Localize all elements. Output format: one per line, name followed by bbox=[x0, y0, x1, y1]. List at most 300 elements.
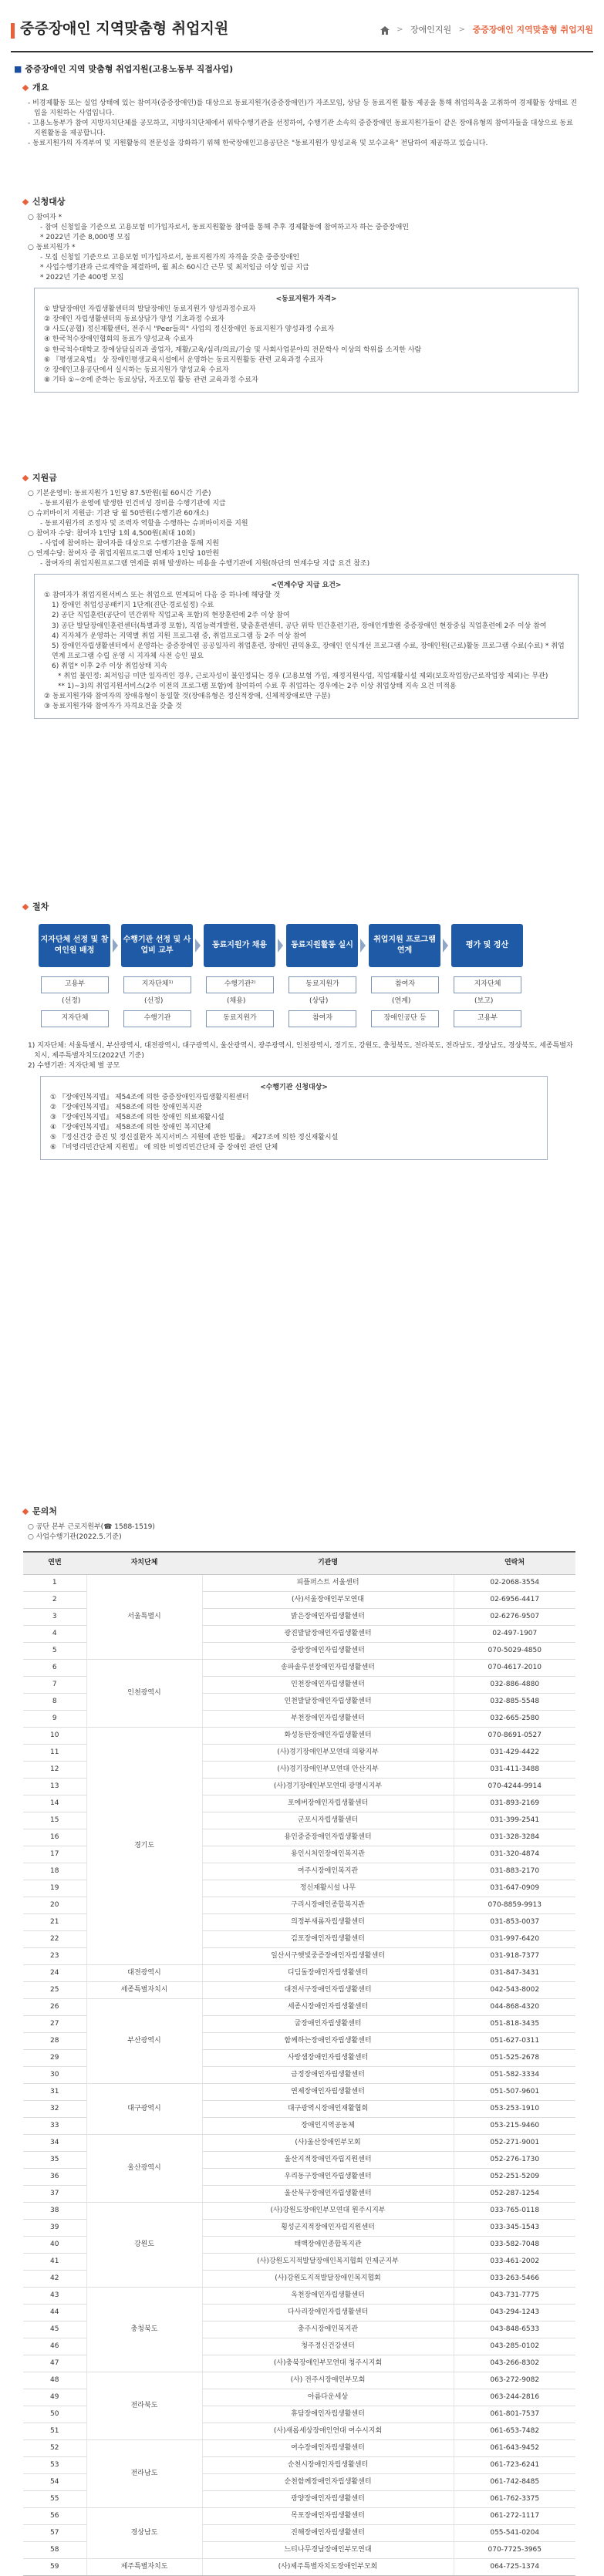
requirement-box bbox=[34, 574, 579, 719]
table-row bbox=[23, 2135, 575, 2152]
row-number: 8 bbox=[23, 1694, 86, 1711]
row-number: 32 bbox=[23, 2101, 86, 2118]
requirement-item: 2) 공단 직업훈련(공단이 민간위탁 직업교육 포함)의 현장훈련에 2주 이상 참여 bbox=[52, 612, 290, 620]
phone-number: 02-497-1907 bbox=[454, 1626, 575, 1643]
qualification-item: ⑥ 『평생교육법』 상 장애인평생교육시설에서 운영하는 동료지원활동 관련 교육과정 수료자 bbox=[44, 356, 323, 364]
row-number: 34 bbox=[23, 2135, 86, 2152]
qualification-item: ④ 한국척수장애인협회의 동료가 양성교육 수료자 bbox=[44, 335, 194, 344]
requirement-item: ** 1)~3)의 취업지원서비스(2주 이전의 프로그램 포함)에 참여하여 수료 후 취업하는 경우에는 2주 이상 취업상태 지속 요건 미적용 bbox=[58, 682, 457, 690]
phone-number: 02-2068-3554 bbox=[454, 1575, 575, 1592]
program-title bbox=[14, 63, 233, 76]
qualification-item: ⑤ 한국척수대학교 장애상담심리과 졸업자, 재활/교육/심리/의료/기술 및 사회사업분야의 전문학사 이상의 학위를 소지한 사람 bbox=[44, 346, 422, 354]
support-line: ○ 참여자 수당: 참여자 1인당 1회 4,500원(최대 10회) bbox=[28, 530, 196, 538]
phone-number: 070-8691-0527 bbox=[454, 1728, 575, 1745]
participant-label: ○ 참여자 * bbox=[28, 213, 62, 221]
flow-node: 동료지원가 bbox=[289, 976, 356, 993]
org-name: 대구광역시장애인재활협회 bbox=[202, 2101, 454, 2118]
org-name: 피플퍼스트 서울센터 bbox=[202, 1575, 454, 1592]
section-eligibility bbox=[23, 196, 579, 397]
org-name: (사)경기장애인부모연대 의왕지부 bbox=[202, 1745, 454, 1762]
phone-number: 033-765-0118 bbox=[454, 2203, 575, 2220]
org-name: (사)충북장애인부모연대 청주시지회 bbox=[202, 2355, 454, 2372]
phone-number: 052-276-1730 bbox=[454, 2152, 575, 2169]
contacts-table bbox=[23, 1551, 575, 2576]
support-line: - 동료지원가 운영에 발생한 인건비성 경비를 수행기관에 지급 bbox=[40, 499, 226, 507]
row-number: 19 bbox=[23, 1880, 86, 1897]
requirement-item: ② 동료지원가와 참여자의 장애유형이 동일할 것(장애유형은 정신적장애, 신체적장애로만 구분) bbox=[44, 692, 331, 700]
phone-number: 063-272-9082 bbox=[454, 2372, 575, 2389]
row-number: 17 bbox=[23, 1846, 86, 1863]
org-name: 화성동탄장애인자립생활센터 bbox=[202, 1728, 454, 1745]
row-number: 11 bbox=[23, 1745, 86, 1762]
row-number: 20 bbox=[23, 1897, 86, 1914]
table-row bbox=[23, 1728, 575, 1745]
row-number: 53 bbox=[23, 2457, 86, 2474]
org-name: 디딤돌장애인자립생활센터 bbox=[202, 1965, 454, 1982]
column-header: 연번 bbox=[23, 1552, 86, 1575]
applicant-item: ④ 『장애인복지법』 제58조에 의한 장애인 복지단체 bbox=[50, 1124, 211, 1132]
chevron-right-icon: > bbox=[458, 25, 466, 34]
flow-node: 고용부 bbox=[41, 976, 109, 993]
requirement-item: 4) 지자체가 운영하는 지역별 취업 지원 프로그램 중, 취업프로그램 등 2주 이상 참여 bbox=[52, 632, 307, 640]
phone-number: 070-8859-9913 bbox=[454, 1897, 575, 1914]
phone-number: 061-762-3375 bbox=[454, 2491, 575, 2508]
org-name: 옥천장애인자립생활센터 bbox=[202, 2288, 454, 2305]
org-name: 금정장애인자립생활센터 bbox=[202, 2067, 454, 2084]
section-marker-icon bbox=[22, 475, 29, 481]
overview-line: - 동료지원가의 자격부여 및 지원활동의 전문성을 강화하기 위해 한국장애인고용공단은 "동료지원가 양성교육 및 보수교육" 전담하여 제공하고 있습니다. bbox=[28, 140, 488, 148]
org-name: 순천함께장애인자립생활센터 bbox=[202, 2474, 454, 2491]
row-number: 23 bbox=[23, 1948, 86, 1965]
page-title: 중증장애인 지역맞춤형 취업지원 bbox=[20, 20, 229, 37]
step-box: 지자단체 선정 및 참여인원 배정 bbox=[39, 924, 110, 967]
flow-label: (보고) bbox=[474, 997, 494, 1005]
flow-node: 수행기관 bbox=[123, 1010, 191, 1027]
org-name: 용인중증장애인자립생활센터 bbox=[202, 1829, 454, 1846]
row-number: 44 bbox=[23, 2305, 86, 2321]
flow-node: 참여자 bbox=[289, 1010, 356, 1027]
row-number: 47 bbox=[23, 2355, 86, 2372]
org-name: 구리시장애인종합복지관 bbox=[202, 1897, 454, 1914]
row-number: 49 bbox=[23, 2389, 86, 2406]
phone-number: 070-4617-2010 bbox=[454, 1660, 575, 1677]
section-heading: 절차 bbox=[23, 901, 579, 913]
requirement-item: ① 참여자가 취업지원서비스 또는 취업으로 연계되어 다음 중 하나에 해당할 것 bbox=[44, 592, 281, 600]
table-body bbox=[23, 1575, 575, 2576]
org-name: 충주시장애인복지관 bbox=[202, 2321, 454, 2338]
table-row bbox=[23, 1575, 575, 1592]
table-row bbox=[23, 1982, 575, 1999]
org-name: 세종시장애인자립생활센터 bbox=[202, 1999, 454, 2016]
phone-number: 031-893-2169 bbox=[454, 1795, 575, 1812]
row-number: 21 bbox=[23, 1914, 86, 1931]
org-name: (사)새롭세상장애인연대 여수시지회 bbox=[202, 2423, 454, 2440]
qualification-item: ② 장애인 자립생활센터의 동료상담가 양성 기초과정 수료자 bbox=[44, 315, 224, 324]
row-number: 38 bbox=[23, 2203, 86, 2220]
breadcrumb-current: 중증장애인 지역맞춤형 취업지원 bbox=[472, 25, 593, 35]
step-box: 수행기관 선정 및 사업비 교부 bbox=[121, 924, 193, 967]
flow-node: 고용부 bbox=[454, 1010, 521, 1027]
table-row bbox=[23, 2508, 575, 2525]
table-row bbox=[23, 1999, 575, 2016]
applicant-box bbox=[40, 1076, 548, 1160]
requirement-item: * 취업 불인정: 최저임금 미만 일자리인 경우, 근로자성이 불인정되는 경우 (고용보험 가입, 재정지원사업, 직업재활시설 제외(보호작업장/근로작업장 제외)는 무관) bbox=[58, 672, 548, 680]
support-line: ○ 연계수당: 참여자 중 취업지원프로그램 연계자 1인당 10만원 bbox=[28, 550, 220, 558]
org-name: 장애인지역공동체 bbox=[202, 2118, 454, 2135]
requirement-item: 1) 장애인 취업성공패키지 1단계(진단·경로설정) 수료 bbox=[52, 602, 214, 610]
section-marker-icon bbox=[22, 904, 29, 910]
org-name: (사)강원도지적발달장애인복지협회 bbox=[202, 2271, 454, 2288]
flow-label: (선정) bbox=[62, 997, 81, 1005]
box-title: <연계수당 지급 요건> bbox=[271, 582, 342, 590]
arrow-right-icon bbox=[360, 939, 366, 953]
phone-number: 051-818-3435 bbox=[454, 2016, 575, 2033]
phone-number: 055-541-0204 bbox=[454, 2525, 575, 2542]
title-divider bbox=[11, 51, 593, 52]
phone-number: 031-883-2170 bbox=[454, 1863, 575, 1880]
arrow-right-icon bbox=[443, 939, 448, 953]
section-procedure bbox=[23, 901, 579, 1240]
org-name: (사)제주특별자치도장애인부모회 bbox=[202, 2559, 454, 2576]
region-cell: 충청북도 bbox=[86, 2288, 202, 2372]
region-cell: 인천광역시 bbox=[86, 1660, 202, 1728]
phone-number: 032-665-2580 bbox=[454, 1711, 575, 1728]
org-name: 순천시장애인자립생활센터 bbox=[202, 2457, 454, 2474]
flow-label: (연계) bbox=[392, 997, 411, 1005]
row-number: 59 bbox=[23, 2559, 86, 2576]
org-name: 김포장애인자립생활센터 bbox=[202, 1931, 454, 1948]
row-number: 26 bbox=[23, 1999, 86, 2016]
row-number: 58 bbox=[23, 2542, 86, 2559]
region-cell: 부산광역시 bbox=[86, 1999, 202, 2084]
qualification-item: ⑧ 기타 ①~⑦에 준하는 동료상담, 자조모임 활동 관련 교육과정 수료자 bbox=[44, 376, 258, 384]
phone-number: 043-848-6533 bbox=[454, 2321, 575, 2338]
region-cell: 대전광역시 bbox=[86, 1965, 202, 1982]
row-number: 27 bbox=[23, 2016, 86, 2033]
phone-number: 053-253-1910 bbox=[454, 2101, 575, 2118]
phone-number: 031-997-6420 bbox=[454, 1931, 575, 1948]
chevron-right-icon: > bbox=[396, 25, 403, 34]
section-heading: 문의처 bbox=[23, 1505, 579, 1518]
region-cell: 서울특별시 bbox=[86, 1575, 202, 1660]
row-number: 33 bbox=[23, 2118, 86, 2135]
row-number: 35 bbox=[23, 2152, 86, 2169]
row-number: 16 bbox=[23, 1829, 86, 1846]
flow-node: 지자단체¹⁾ bbox=[123, 976, 191, 993]
org-name: 여수장애인자립생활센터 bbox=[202, 2440, 454, 2457]
phone-number: 061-653-7482 bbox=[454, 2423, 575, 2440]
phone-number: 02-6276-9507 bbox=[454, 1609, 575, 1626]
table-row bbox=[23, 1965, 575, 1982]
region-cell: 제주특별자치도 bbox=[86, 2559, 202, 2576]
phone-number: 031-328-3284 bbox=[454, 1829, 575, 1846]
phone-number: 051-582-3334 bbox=[454, 2067, 575, 2084]
org-name: (사)강원도지적발달장애인복지협회 인제군지부 bbox=[202, 2254, 454, 2271]
step-box: 동료지원활동 실시 bbox=[286, 924, 358, 967]
org-name: 정신재활시설 나무 bbox=[202, 1880, 454, 1897]
org-name: 사랑샘장애인자립생활센터 bbox=[202, 2050, 454, 2067]
phone-number: 051-525-2678 bbox=[454, 2050, 575, 2067]
support-line: - 사업에 참여하는 참여자를 대상으로 수행기관을 통해 지원 bbox=[40, 540, 219, 548]
row-number: 39 bbox=[23, 2220, 86, 2237]
phone-number: 031-918-7377 bbox=[454, 1948, 575, 1965]
phone-number: 043-294-1243 bbox=[454, 2305, 575, 2321]
row-number: 1 bbox=[23, 1575, 86, 1592]
region-cell: 전라북도 bbox=[86, 2372, 202, 2440]
org-name: (사)강원도장애인부모연대 원주시지부 bbox=[202, 2203, 454, 2220]
row-number: 50 bbox=[23, 2406, 86, 2423]
row-number: 52 bbox=[23, 2440, 86, 2457]
phone-number: 043-285-0102 bbox=[454, 2338, 575, 2355]
arrow-right-icon bbox=[195, 939, 201, 953]
phone-number: 032-886-4880 bbox=[454, 1677, 575, 1694]
org-name: 중랑장애인자립생활센터 bbox=[202, 1643, 454, 1660]
row-number: 31 bbox=[23, 2084, 86, 2101]
region-cell: 강원도 bbox=[86, 2203, 202, 2288]
org-name: 청주정신건강센터 bbox=[202, 2338, 454, 2355]
step-box: 취업지원 프로그램 연계 bbox=[369, 924, 440, 967]
section-marker-icon bbox=[22, 1509, 29, 1515]
section-contacts bbox=[23, 1505, 579, 1543]
region-cell: 세종특별자치시 bbox=[86, 1982, 202, 1999]
phone-number: 043-266-8302 bbox=[454, 2355, 575, 2372]
table-row bbox=[23, 2084, 575, 2101]
phone-number: 051-627-0311 bbox=[454, 2033, 575, 2050]
flow-label: (선정) bbox=[144, 997, 164, 1005]
phone-number: 033-345-1543 bbox=[454, 2220, 575, 2237]
phone-number: 061-643-9452 bbox=[454, 2440, 575, 2457]
table-row bbox=[23, 1660, 575, 1677]
box-title: <수행기관 신청대상> bbox=[260, 1084, 328, 1092]
phone-number: 033-461-2002 bbox=[454, 2254, 575, 2271]
org-name: 함께하는장애인자립생활센터 bbox=[202, 2033, 454, 2050]
phone-number: 061-742-8485 bbox=[454, 2474, 575, 2491]
org-name: (사)경기장애인부모연대 광명시지부 bbox=[202, 1779, 454, 1795]
section-heading: 지원금 bbox=[23, 472, 579, 484]
applicant-item: ① 『장애인복지법』 제54조에 의한 중증장애인자립생활지원센터 bbox=[50, 1094, 249, 1102]
org-name: 일산서구햇빛중증장애인자립생활센터 bbox=[202, 1948, 454, 1965]
table-row bbox=[23, 2440, 575, 2457]
breadcrumb bbox=[380, 24, 593, 36]
phone-number: 051-507-9601 bbox=[454, 2084, 575, 2101]
row-number: 22 bbox=[23, 1931, 86, 1948]
section-marker-icon bbox=[22, 85, 29, 91]
row-number: 12 bbox=[23, 1762, 86, 1779]
section-heading: 개요 bbox=[23, 82, 579, 94]
phone-number: 042-543-8002 bbox=[454, 1982, 575, 1999]
row-number: 6 bbox=[23, 1660, 86, 1677]
requirement-item: 6) 취업* 이후 2주 이상 취업상태 지속 bbox=[52, 662, 167, 670]
applicant-item: ③ 『장애인복지법』 제58조에 의한 장애인 의료재활시설 bbox=[50, 1114, 224, 1122]
section-heading: 신청대상 bbox=[23, 196, 579, 208]
qualification-item: ③ 사도(공협) 정신재활센터, 전주시 "Peer들의" 사업의 정신장애인 동료지원가 양성과정 수료자 bbox=[44, 325, 335, 334]
title-bar bbox=[0, 0, 604, 56]
phone-number: 070-7725-3965 bbox=[454, 2542, 575, 2559]
row-number: 15 bbox=[23, 1812, 86, 1829]
row-number: 10 bbox=[23, 1728, 86, 1745]
row-number: 18 bbox=[23, 1863, 86, 1880]
phone-number: 053-215-9460 bbox=[454, 2118, 575, 2135]
org-name: 울산지적장애인자립지원센터 bbox=[202, 2152, 454, 2169]
org-name: 다사리장애인자립생활센터 bbox=[202, 2305, 454, 2321]
phone-number: 070-4244-9914 bbox=[454, 1779, 575, 1795]
region-cell: 경상남도 bbox=[86, 2508, 202, 2559]
row-number: 2 bbox=[23, 1592, 86, 1609]
column-header: 연락처 bbox=[454, 1552, 575, 1575]
phone-number: 033-263-5466 bbox=[454, 2271, 575, 2288]
org-name: (사) 전주시장애인부모회 bbox=[202, 2372, 454, 2389]
row-number: 42 bbox=[23, 2271, 86, 2288]
table-row bbox=[23, 2288, 575, 2305]
org-name: 밝은장애인자립생활센터 bbox=[202, 1609, 454, 1626]
phone-number: 061-801-7537 bbox=[454, 2406, 575, 2423]
row-number: 45 bbox=[23, 2321, 86, 2338]
org-name: 우리동구장애인자립생활센터 bbox=[202, 2169, 454, 2186]
arrow-right-icon bbox=[113, 939, 118, 953]
overview-line: - 고용노동부가 참여 지방자치단체를 공모하고, 지방자치단체에서 위탁수행기관을 선정하여, 수행기관 소속의 중증장애인 동료지원가들이 같은 장애유형의 참여자들을 대상으로 동료지원활동을 제공합니다. bbox=[28, 120, 573, 138]
table-row bbox=[23, 2203, 575, 2220]
peer-label: ○ 동료지원가 * bbox=[28, 244, 76, 252]
org-name: (사)경기장애인부모연대 안산지부 bbox=[202, 1762, 454, 1779]
qualification-item: ⑦ 장애인고용공단에서 실시하는 동료지원가 양성교육 수료자 bbox=[44, 366, 229, 374]
region-cell: 울산광역시 bbox=[86, 2135, 202, 2203]
participant-line: * 2022년 기준 8,000명 모집 bbox=[40, 234, 130, 242]
org-name: 인천발달장애인자립생활센터 bbox=[202, 1694, 454, 1711]
row-number: 48 bbox=[23, 2372, 86, 2389]
requirement-item: 3) 공단 발달장애인훈련센터(특별과정 포함), 직업능력개발원, 맞춤훈련센터, 공단 위탁 민간훈련기관, 장애인개발원 중증장애인 현장중심 직업훈련에 2주 이상 참여 bbox=[52, 622, 547, 630]
section-overview bbox=[23, 82, 579, 149]
row-number: 30 bbox=[23, 2067, 86, 2084]
procedure-notes bbox=[23, 1041, 579, 1165]
phone-number: 063-244-2816 bbox=[454, 2389, 575, 2406]
applicant-item: ⑥ 『비영리민간단체 지원법』 에 의한 비영리민간단체 중 장애인 관련 단체 bbox=[50, 1144, 278, 1152]
support-line: ○ 기본운영비: 동료지원가 1인당 87.5만원(월 60시간 기준) bbox=[28, 489, 211, 497]
row-number: 4 bbox=[23, 1626, 86, 1643]
phone-number: 052-251-5209 bbox=[454, 2169, 575, 2186]
bullet-icon: ■ bbox=[14, 64, 22, 74]
flow-label: (채용) bbox=[227, 997, 246, 1005]
column-header: 자치단체 bbox=[86, 1552, 202, 1575]
org-name: 부천장애인자립생활센터 bbox=[202, 1711, 454, 1728]
flow-node: 지자단체 bbox=[454, 976, 521, 993]
phone-number: 02-6956-4417 bbox=[454, 1592, 575, 1609]
column-header: 기관명 bbox=[202, 1552, 454, 1575]
home-icon bbox=[380, 26, 390, 35]
row-number: 9 bbox=[23, 1711, 86, 1728]
peer-line: - 모집 신청일 기준으로 고용보험 미가입자로서, 동료지원가의 자격을 갖춘 중증장애인 bbox=[40, 254, 300, 262]
org-name: 휴담장애인자립생활센터 bbox=[202, 2406, 454, 2423]
step-box: 평가 및 정산 bbox=[451, 924, 523, 967]
row-number: 54 bbox=[23, 2474, 86, 2491]
flow-node: 장애인공단 등 bbox=[371, 1010, 439, 1027]
footnote: 1) 지자단체: 서울특별시, 부산광역시, 대전광역시, 대구광역시, 울산광역시, 광주광역시, 인천광역시, 경기도, 강원도, 충청북도, 전라북도, 전라남도, 경상남도, 경상북도, 세종특별자치시, 제주특별자치도(2022년 기준) bbox=[28, 1042, 573, 1060]
peer-line: * 2022년 기준 400명 모집 bbox=[40, 274, 124, 282]
row-number: 7 bbox=[23, 1677, 86, 1694]
applicant-item: ② 『장애인복지법』 제58조에 의한 장애인복지관 bbox=[50, 1104, 202, 1112]
flow-node: 지자단체 bbox=[41, 1010, 109, 1027]
region-cell: 대구광역시 bbox=[86, 2084, 202, 2135]
org-name: 연제장애인자립생활센터 bbox=[202, 2084, 454, 2101]
phone-number: 052-271-9001 bbox=[454, 2135, 575, 2152]
row-number: 43 bbox=[23, 2288, 86, 2305]
org-name: 목포장애인자립생활센터 bbox=[202, 2508, 454, 2525]
org-name: 횡성군지적장애인자립지원센터 bbox=[202, 2220, 454, 2237]
flow-node: 참여자 bbox=[371, 976, 439, 993]
phone-number: 031-853-0037 bbox=[454, 1914, 575, 1931]
org-name: 느티나무경남장애인부모연대 bbox=[202, 2542, 454, 2559]
row-number: 46 bbox=[23, 2338, 86, 2355]
row-number: 5 bbox=[23, 1643, 86, 1660]
qualification-item: ① 발달장애인 자립생활센터의 발달장애인 동료지원가 양성과정수료자 bbox=[44, 305, 256, 314]
row-number: 36 bbox=[23, 2169, 86, 2186]
phone-number: 031-847-3431 bbox=[454, 1965, 575, 1982]
phone-number: 031-647-0909 bbox=[454, 1880, 575, 1897]
org-name: 용인시처인장애인복지관 bbox=[202, 1846, 454, 1863]
support-line: - 동료지원가의 조정자 및 조력자 역할을 수행하는 슈퍼바이저를 지원 bbox=[40, 520, 248, 528]
row-number: 37 bbox=[23, 2186, 86, 2203]
phone-number: 031-429-4422 bbox=[454, 1745, 575, 1762]
phone-number: 031-399-2541 bbox=[454, 1812, 575, 1829]
box-title: <동료지원가 자격> bbox=[275, 295, 337, 304]
qualification-box bbox=[34, 288, 579, 392]
flow-label: (상담) bbox=[309, 997, 329, 1005]
arrow-right-icon bbox=[278, 939, 283, 953]
org-name: 울산북구장애인자립생활센터 bbox=[202, 2186, 454, 2203]
row-number: 51 bbox=[23, 2423, 86, 2440]
org-name: 태백장애인종합복지관 bbox=[202, 2237, 454, 2254]
phone-number: 064-725-1374 bbox=[454, 2559, 575, 2576]
section-support bbox=[23, 472, 579, 723]
org-name: (사)울산장애인부모회 bbox=[202, 2135, 454, 2152]
org-name: 대전서구장애인자립생활센터 bbox=[202, 1982, 454, 1999]
org-name: 광양장애인자립생활센터 bbox=[202, 2491, 454, 2508]
breadcrumb-item[interactable]: 장애인지원 bbox=[410, 25, 452, 35]
overview-line: - 비경제활동 또는 실업 상태에 있는 참여자(중증장애인)를 대상으로 동료지원가(중증장애인)가 자조모임, 상담 등 동료지원 활동 제공을 통해 취업의욕을 고취하여 경제활동 상태로 진입을 지원하는 사업입니다. bbox=[28, 99, 578, 117]
org-name: 군포시자립생활센터 bbox=[202, 1812, 454, 1829]
row-number: 3 bbox=[23, 1609, 86, 1626]
row-number: 56 bbox=[23, 2508, 86, 2525]
row-number: 13 bbox=[23, 1779, 86, 1795]
row-number: 57 bbox=[23, 2525, 86, 2542]
org-name: 인천장애인자립생활센터 bbox=[202, 1677, 454, 1694]
requirement-item: 5) 장애인자립생활센터에서 운영하는 중증장애인 공공일자리 취업훈련, 장애인 권익옹호, 장애인 인식개선 프로그램 수료, 장애인원(근로)활동 프로그램 수료(수료) * 취업연계 프로그램 수립 운영 시 지자체 사전 승인 필요 bbox=[52, 642, 565, 660]
participant-line: - 참여 신청일을 기준으로 고용보험 미가입자로서, 동료지원활동 참여를 통해 추후 경제활동에 참여하고자 하는 중증장애인 bbox=[40, 223, 410, 231]
section-marker-icon bbox=[22, 199, 29, 205]
phone-number: 044-868-4320 bbox=[454, 1999, 575, 2016]
phone-number: 043-731-7775 bbox=[454, 2288, 575, 2305]
contact-line: ○ 공단 본부 근로지원부(☎ 1588-1519) bbox=[28, 1522, 155, 1531]
flow-node: 수행기관²⁾ bbox=[206, 976, 274, 993]
row-number: 14 bbox=[23, 1795, 86, 1812]
contact-line: ○ 사업수행기관(2022.5.기준) bbox=[28, 1532, 122, 1541]
flow-node: 동료지원가 bbox=[206, 1010, 274, 1027]
org-name: 굽장애인자립생활센터 bbox=[202, 2016, 454, 2033]
home-link[interactable] bbox=[380, 24, 390, 36]
applicant-item: ⑤ 『정신건강 증진 및 정신질환자 복지서비스 지원에 관한 법률』 제27조에 의한 정신재활시설 bbox=[50, 1134, 339, 1142]
row-number: 29 bbox=[23, 2050, 86, 2067]
phone-number: 031-320-4874 bbox=[454, 1846, 575, 1863]
row-number: 55 bbox=[23, 2491, 86, 2508]
region-cell: 전라남도 bbox=[86, 2440, 202, 2508]
peer-line: * 사업수행기관과 근로계약을 체결하며, 월 최소 60시간 근무 및 최저임금 이상 임금 지급 bbox=[40, 264, 309, 272]
row-number: 24 bbox=[23, 1965, 86, 1982]
step-box: 동료지원가 채용 bbox=[204, 924, 275, 967]
row-number: 41 bbox=[23, 2254, 86, 2271]
region-cell: 경기도 bbox=[86, 1728, 202, 1965]
phone-number: 052-287-1254 bbox=[454, 2186, 575, 2203]
support-line: - 참여자의 취업지원프로그램 연계를 위해 발생하는 비용을 수행기관에 지원(하단의 연계수당 지급 요건 참조) bbox=[40, 560, 370, 568]
table-header-row bbox=[23, 1552, 575, 1575]
